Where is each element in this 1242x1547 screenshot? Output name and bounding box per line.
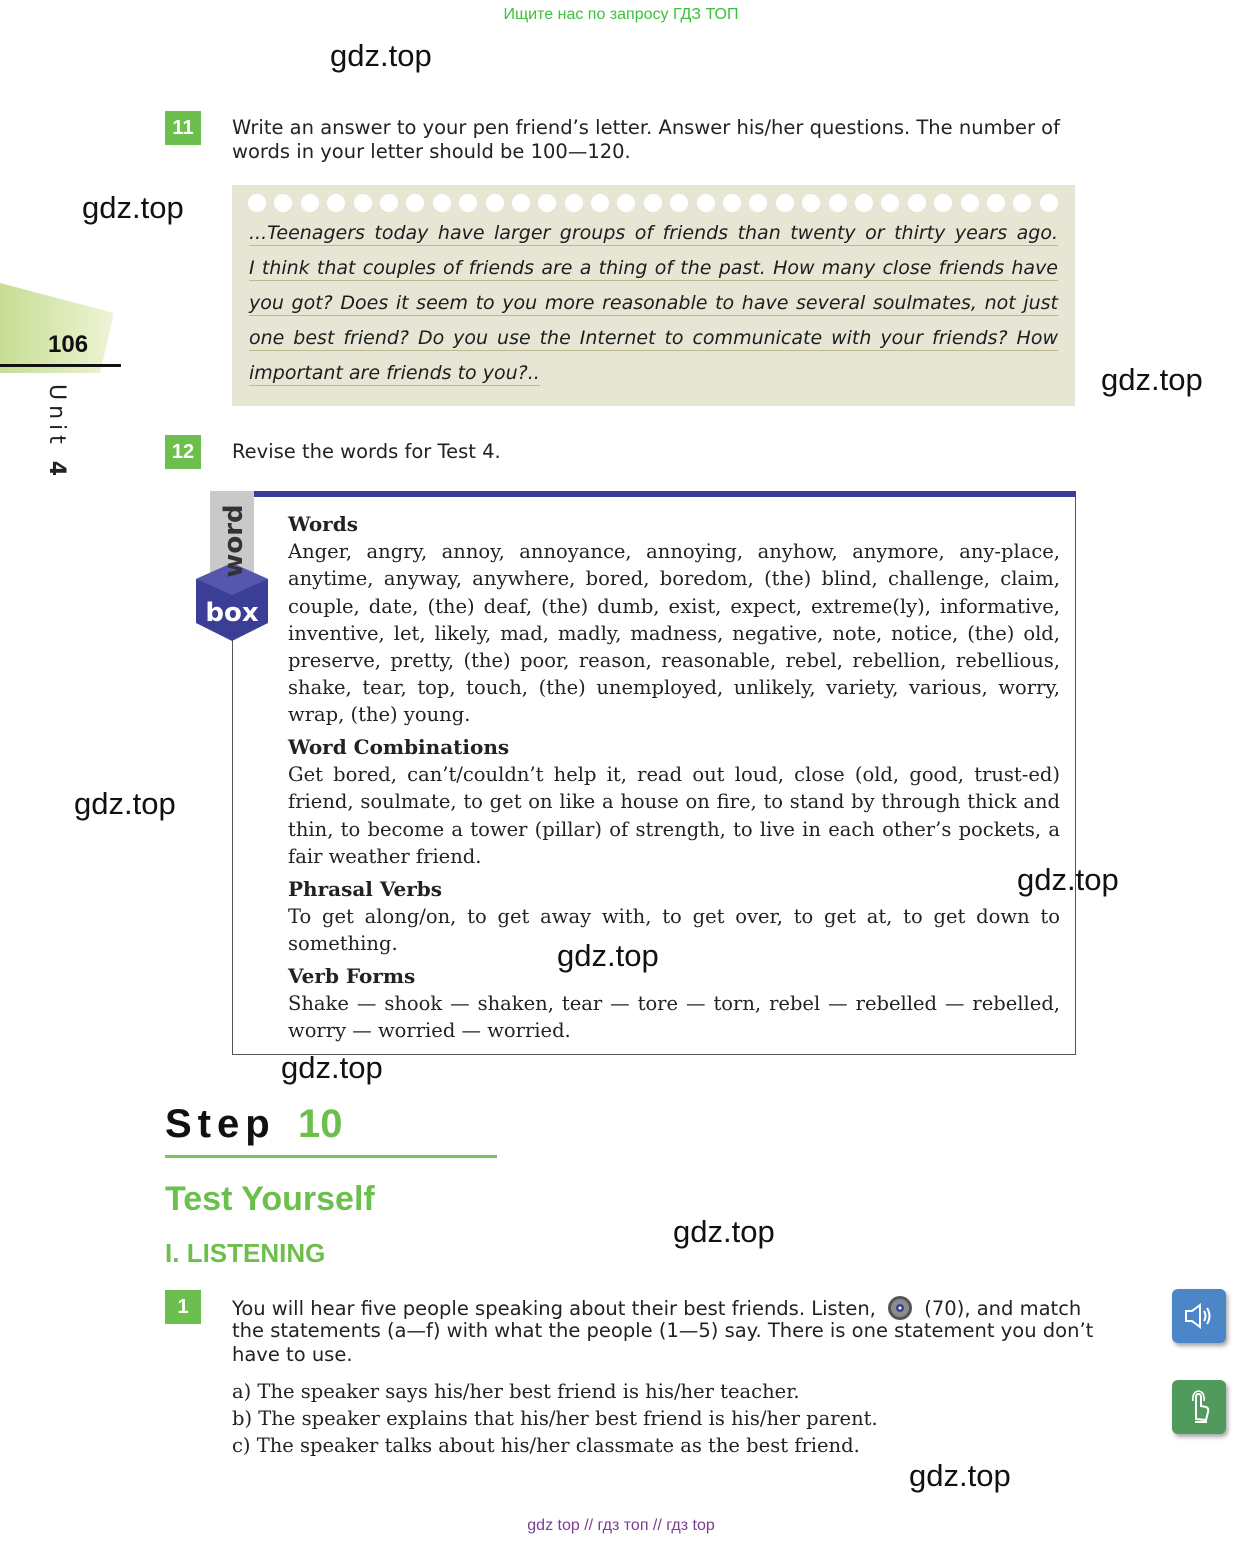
hole: [617, 194, 635, 212]
word-box-tab: [196, 491, 268, 641]
exercise-11-instruction-line1: Write an answer to your pen friend’s letter. Answer his/her questions. The number of: [232, 116, 1060, 139]
exercise-number-11: 11: [165, 111, 201, 145]
audio-disc-icon: [885, 1295, 915, 1321]
footer-links[interactable]: gdz top // гдз топ // гдз top: [527, 1517, 715, 1534]
hole: [670, 194, 688, 212]
hole: [486, 194, 504, 212]
exercise-number-12: 12: [165, 435, 201, 469]
section-text: Anger, angry, annoy, annoyance, annoying, anyhow, anymore, any-place, anytime, anyway, anywhere, bored, boredom, (the) blind, challenge, claim, couple, date, (the) deaf, (the) dumb, exist, expect, extreme(ly), informative, inventive, let, likely, mad, madly, madness, negative, note, notice, (the) old, preserve, pretty, (the) poor, reason, reasonable, rebel, rebellion, rebellious, shake, tear, top, touch, (the) unemployed, unlikely, variety, various, worry, wrap, (the) young.: [288, 540, 1060, 727]
hole: [723, 194, 741, 212]
hole: [248, 194, 266, 212]
exercise-1-instruction-line2: the statements (a—f) with what the people (1—5) say. There is one statement you don’t: [232, 1319, 1094, 1342]
hole: [1013, 194, 1031, 212]
watermark: gdz.top: [557, 938, 659, 973]
letter-line: important are friends to you?..: [249, 362, 540, 384]
exercise-1-instruction-line1: [232, 1295, 1081, 1321]
section-heading: Words: [288, 512, 358, 536]
word-box-top-bar: [254, 491, 1076, 497]
hole: [881, 194, 899, 212]
speaker-icon: [1182, 1301, 1216, 1331]
hole: [406, 194, 424, 212]
listening-heading: [165, 1238, 325, 1269]
hole: [538, 194, 556, 212]
exercise-1-instruction-line3: have to use.: [232, 1343, 353, 1366]
watermark: gdz.top: [82, 190, 184, 225]
instruction-text: You will hear five people speaking about their best friends. Listen,: [232, 1297, 876, 1320]
step-underline: [165, 1155, 497, 1158]
hole: [855, 194, 873, 212]
statement-item: b) The speaker explains that his/her best friend is his/her parent.: [232, 1407, 878, 1430]
page-number: 106: [48, 331, 89, 358]
step-number: 10: [298, 1102, 343, 1146]
touch-hand-icon: [1184, 1389, 1214, 1425]
exercise-12-instruction: Revise the words for Test 4.: [232, 440, 501, 463]
hole: [961, 194, 979, 212]
hole: [697, 194, 715, 212]
phrasal-verbs-section: [288, 876, 1060, 958]
interactive-button[interactable]: [1172, 1380, 1226, 1434]
word-combinations-section: [288, 734, 1060, 870]
section-heading: Word Combinations: [288, 735, 510, 759]
word-box-tab-word: word: [219, 504, 249, 578]
exercise-11-instruction-line2: words in your letter should be 100—120.: [232, 140, 631, 163]
hole: [301, 194, 319, 212]
hole: [565, 194, 583, 212]
pen-friend-letter: [232, 185, 1075, 406]
hole: [802, 194, 820, 212]
statement-item: a) The speaker says his/her best friend is his/her teacher.: [232, 1380, 800, 1403]
hole: [908, 194, 926, 212]
section-heading: Verb Forms: [288, 964, 416, 988]
section-heading: Phrasal Verbs: [288, 877, 443, 901]
hole: [829, 194, 847, 212]
hole: [644, 194, 662, 212]
watermark: gdz.top: [330, 38, 432, 73]
hole: [274, 194, 292, 212]
word-box-tab-box: box: [205, 598, 259, 628]
statement-item: c) The speaker talks about his/her classmate as the best friend.: [232, 1434, 860, 1457]
page-corner-decoration: [0, 283, 120, 373]
watermark: gdz.top: [1101, 362, 1203, 397]
hole: [591, 194, 609, 212]
unit-word: Unit: [44, 384, 69, 449]
section-text: Shake — shook — shaken, tear — tore — torn, rebel — rebelled — rebelled, worry — worried — worried.: [288, 992, 1060, 1043]
test-yourself-heading: Test Yourself: [165, 1180, 375, 1218]
watermark: gdz.top: [74, 786, 176, 821]
listening-title: LISTENING: [186, 1238, 326, 1268]
hole: [1040, 194, 1058, 212]
hole: [380, 194, 398, 212]
verb-forms-section: [288, 963, 1060, 1045]
exercise-number-1: 1: [165, 1290, 201, 1324]
unit-number: 4: [44, 460, 69, 482]
section-text: Get bored, can’t/couldn’t help it, read out loud, close (old, good, trust-ed) friend, soulmate, to get on like a house on fire, to stand by through thick and thin, to become a tower (pillar) of strength, to live in each other’s pockets, a fair weather friend.: [288, 763, 1060, 868]
letter-line: ...Teenagers today have larger groups of friends than twenty or thirty years ago.: [249, 222, 1058, 244]
letter-line: you got? Does it seem to you more reasonable to have several soulmates, not just: [249, 292, 1058, 314]
play-audio-button[interactable]: [1172, 1289, 1226, 1343]
watermark: gdz.top: [673, 1214, 775, 1249]
listening-roman: I.: [165, 1238, 180, 1268]
hole: [433, 194, 451, 212]
letter-line: one best friend? Do you use the Internet to communicate with your friends? How: [249, 327, 1058, 349]
words-section: [288, 511, 1060, 729]
hole: [934, 194, 952, 212]
hole: [776, 194, 794, 212]
hole: [512, 194, 530, 212]
track-number: (70), and match: [924, 1297, 1082, 1320]
notebook-holes: [248, 194, 1058, 212]
page-divider: [0, 364, 121, 367]
watermark: gdz.top: [909, 1458, 1011, 1493]
hole: [459, 194, 477, 212]
search-banner[interactable]: Ищите нас по запросу ГДЗ ТОП: [503, 6, 739, 23]
unit-label: [44, 384, 69, 481]
watermark: gdz.top: [281, 1050, 383, 1085]
hole: [749, 194, 767, 212]
section-text: To get along/on, to get away with, to get over, to get at, to get down to something.: [288, 905, 1060, 956]
hole: [987, 194, 1005, 212]
letter-line: I think that couples of friends are a thing of the past. How many close friends have: [249, 257, 1058, 279]
hole: [354, 194, 372, 212]
hole: [327, 194, 345, 212]
watermark: gdz.top: [1017, 862, 1119, 897]
step-heading: Step: [165, 1102, 276, 1146]
